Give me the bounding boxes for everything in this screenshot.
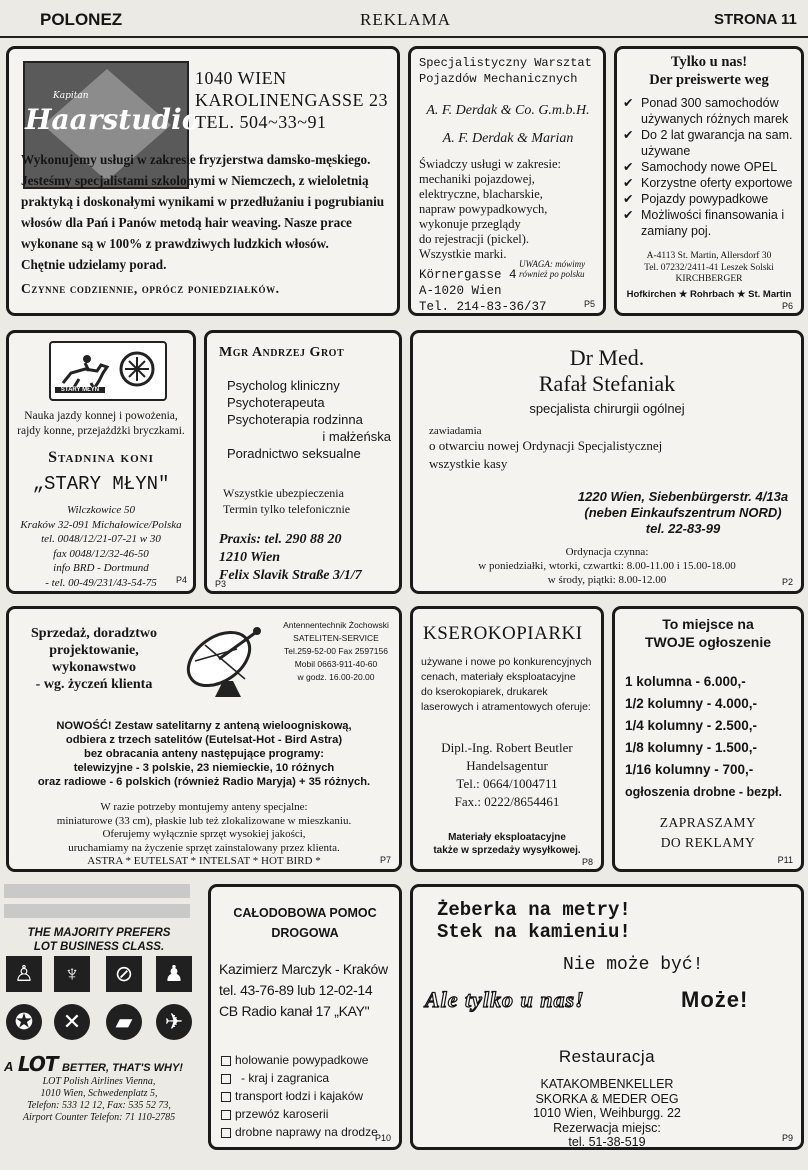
ad-derdak-workshop (408, 46, 606, 316)
lot-tagline: THE MAJORITY PREFERS LOT BUSINESS CLASS. (27, 927, 171, 953)
derdak-address: Körnergasse 4 A-1020 Wien Tel. 214-83-36/37 (419, 268, 547, 314)
ad-doctor-stefaniak (410, 330, 804, 594)
restaurant-address: KATAKOMBENKELLER SKORKA & MEDER OEG 1010 Wien, Weihburgg. 22 Rezerwacja miejsc: tel. 51-38-519 (533, 1077, 681, 1149)
haarstudio-logo: Kapitan Haarstudio (23, 61, 189, 189)
no-smoking-icon: ⊘ (106, 956, 142, 992)
advertise-prices: 1 kolumna - 6.000,- 1/2 kolumny - 4.000,- 1/4 kolumny - 2.500,- 1/8 kolumny - 1.500,- 1/16 kolumny - 700,- ogłoszenia drobne - bezpł. (625, 674, 782, 799)
photocopiers-body: używane i nowe po konkurencyjnych cenach, materiały eksploatacyjne do kserokopiarek, drukarek laserowych i atramentowych oferuje: (421, 656, 592, 713)
ad-lot-airlines (4, 884, 198, 1166)
roadside-title: CAŁODOBOWA POMOC DROGOWA (233, 906, 377, 940)
publication-name: POLONEZ (40, 10, 123, 29)
restaurant-no: Nie może być! (563, 955, 704, 975)
ad-advertise-here (612, 606, 804, 872)
car-dealer-address: A-4113 St. Martin, Allersdorf 30 Tel. 07232/2411-41 Leszek Solski KIRCHBERGER (644, 251, 774, 284)
haarstudio-body: Wykonujemy usługi w zakresie fryzjerstwa damsko-męskiego. Jesteśmy specjalistami szkolonymi w Niemczech, z wieloletnią praktyką i doskonałymi wynikami w przedłużaniu i pogrubianiu włosów dla Pań i Panów metodą hair weaving. Nasze prace wykonane są w 100% z prawdziwych ludzkich włosów. Chętnie udzielamy porad. (21, 152, 385, 272)
ad-code: P10 (374, 1133, 391, 1143)
ad-code: P3 (215, 579, 227, 589)
ad-psychologist (204, 330, 402, 594)
ad-satellite-service (6, 606, 402, 872)
ad-code: P2 (781, 577, 793, 587)
ad-stud-farm (6, 330, 196, 594)
ad-code: P9 (781, 1133, 793, 1143)
stud-farm-intro: Nauka jazdy konnej i powożenia, rajdy konne, przejażdżki bryczkami. (17, 410, 185, 437)
globe-icon: ✪ (6, 1004, 42, 1040)
doctor-subtitle: specjalista chirurgii ogólnej (529, 401, 685, 416)
advertise-invite: ZAPRASZAMY DO REKLAMY (659, 815, 757, 850)
ad-code: P7 (379, 855, 391, 865)
section-title: REKLAMA (360, 10, 452, 29)
satellite-company: Antennentechnik Żochowski SATELITEN-SERVICE Tel.259-52-00 Fax 2597156 Mobil 0663-911-40-60 w godz. 16.00-20.00 (283, 620, 389, 682)
advertise-title: To miejsce na TWOJE ogłoszenie (644, 616, 771, 650)
doctor-announcement: zawiadamia o otwarciu nowej Ordynacji Specjalistycznej wszystkie kasy (429, 425, 663, 471)
photocopiers-title: KSEROKOPIARKI (423, 623, 583, 644)
lot-brand: A LOT BETTER, THAT'S WHY! (4, 1052, 183, 1076)
haarstudio-hours: Czynne codziennie, oprócz poniedziałków. (21, 281, 280, 296)
ad-photocopiers (410, 606, 604, 872)
lot-address: LOT Polish Airlines Vienna, 1010 Wien, Schwedenplatz 5, Telefon: 533 12 12, Fax: 535 52 73, Airport Counter Telefon: 71 110-2785 (22, 1076, 176, 1123)
ad-code: P11 (777, 855, 793, 865)
derdak-title: Specjalistyczny Warsztat Pojazdów Mechanicznych (419, 56, 592, 86)
satellite-news: NOWOŚĆ! Zestaw satelitarny z anteną wieloogniskową, odbiera z trzech satelitów (Eutelsat-Hot - Bird Astra) bez obracania anteny następujące programy: telewizyjne - 3 polskie, 23 niemieckie, 10 różnych oraz radiowe - 6 polskich (również Radio Maryja) + 35 różnych. (37, 720, 371, 788)
stud-farm-address: Wilczkowice 50 Kraków 32-091 Michałowice/Polska tel. 0048/12/21-07-21 w 30 fax 0048/12/32-46-50 info BRD - Dortmund - tel. 00-49/231/43-54-75 (20, 504, 182, 589)
derdak-names: A. F. Derdak & Co. G.m.b.H. A. F. Derdak & Marian (426, 103, 590, 146)
doctor-hours: Ordynacja czynna: w poniedziałki, wtorki, czwartki: 8.00-11.00 i 15.00-18.00 w środy, piątki: 8.00-12.00 (478, 546, 736, 586)
restaurant-yes: Może! (681, 987, 749, 1012)
ad-code: P4 (175, 575, 187, 585)
ad-code: P6 (781, 301, 793, 311)
photocopiers-contact: Dipl.-Ing. Robert Beutler Handelsagentur Tel.: 0664/1004711 Fax.: 0222/8654461 (441, 740, 573, 809)
ad-roadside-assistance (208, 884, 402, 1150)
psychologist-notes: Wszystkie ubezpieczenia Termin tylko telefonicznie (223, 486, 351, 516)
cocktail-icon: ♆ (54, 956, 90, 992)
restaurant-headline: Żeberka na metry! Stek na kamieniu! (437, 899, 631, 943)
ad-car-dealer (614, 46, 804, 316)
restaurant-name: Restauracja (558, 1047, 656, 1066)
psychologist-services: Psycholog kliniczny Psychoterapeuta Psychoterapia rodzinna i małżeńska Poradnictwo seksualne (227, 378, 391, 461)
roadside-services: holowanie powypadkowe - kraj i zagranica transport łodzi i kajaków przewóz karoserii drobne naprawy na drodze (221, 1051, 401, 1141)
ad-code: P8 (581, 857, 593, 867)
walking-person-icon: ♟ (156, 956, 192, 992)
car-dealer-towns: Hofkirchen ★ Rohrbach ★ St. Martin (626, 289, 792, 300)
car-dealer-list: ✔ Ponad 300 samochodów używanych różnych marek ✔ Do 2 lat gwarancja na sam. używane ✔ Samochody nowe OPEL ✔ Korzystne oferty exportowe ✔ Pojazdy powypadkowe ✔ Możliwości finansowania i zamiany poj. (623, 95, 803, 239)
ad-haarstudio (6, 46, 400, 316)
psychologist-contact: Praxis: tel. 290 88 20 1210 Wien Felix Slavik Straße 3/1/7 (219, 532, 362, 583)
derdak-services: Świadczy usługi w zakresie: mechaniki pojazdowej, elektryczne, blacharskie, napraw powypadkowych, wykonuje przeglądy do rejestracji (pickel). Wszystkie marki. (419, 157, 561, 261)
passenger-seat-icon: ♙ (6, 956, 42, 992)
stud-farm-title: Stadnina koni „STARY MŁYN" (32, 449, 170, 495)
stud-farm-logo: STARY MŁYN (49, 341, 167, 401)
roadside-contact: Kazimierz Marczyk - Kraków tel. 43-76-89 lub 12-02-14 CB Radio kanał 17 „KAY" (219, 961, 388, 1019)
derdak-note: UWAGA: mówimy również po polsku (519, 259, 586, 279)
satellite-headline: Sprzedaż, doradztwo projektowanie, wykonawstwo - wg. życzeń klienta (31, 626, 157, 692)
briefcase-icon: ▰ (106, 1004, 142, 1040)
ad-restaurant (410, 884, 804, 1150)
restaurant-only: Ale tylko u nas! (425, 987, 585, 1012)
satellite-dish-icon (175, 621, 271, 699)
plane-icon: ✈ (156, 1004, 192, 1040)
doctor-title: Dr Med. Rafał Stefaniak (538, 345, 676, 396)
satellite-extra: W razie potrzeby montujemy anteny specjalne: miniaturowe (33 cm), płaskie lub też zlokalizowane w mieszkaniu. Oferujemy wyłącznie sprzęt wysokiej jakości, uruchamiamy na życzenie sprzęt zainstalowany przez klienta. ASTRA * EUTELSAT * INTELSAT * HOT BIRD * (56, 801, 352, 867)
dining-icon: ✕ (54, 1004, 90, 1040)
photocopiers-footer: Materiały eksploatacyjne także w sprzedaży wysyłkowej. (433, 832, 581, 856)
page-number: STRONA 11 (714, 11, 797, 28)
ad-code: P5 (583, 299, 595, 309)
doctor-address: 1220 Wien, Siebenbürgerstr. 4/13a (neben Einkaufszentrum NORD) tel. 22-83-99 (577, 489, 789, 536)
car-dealer-title: Tylko u nas! Der preiswerte weg (649, 54, 769, 88)
haarstudio-address: 1040 WIEN KAROLINENGASSE 23 TEL. 504~33~91 (195, 68, 388, 132)
page-header (0, 0, 808, 38)
psychologist-title: Mgr Andrzej Grot (219, 345, 345, 360)
